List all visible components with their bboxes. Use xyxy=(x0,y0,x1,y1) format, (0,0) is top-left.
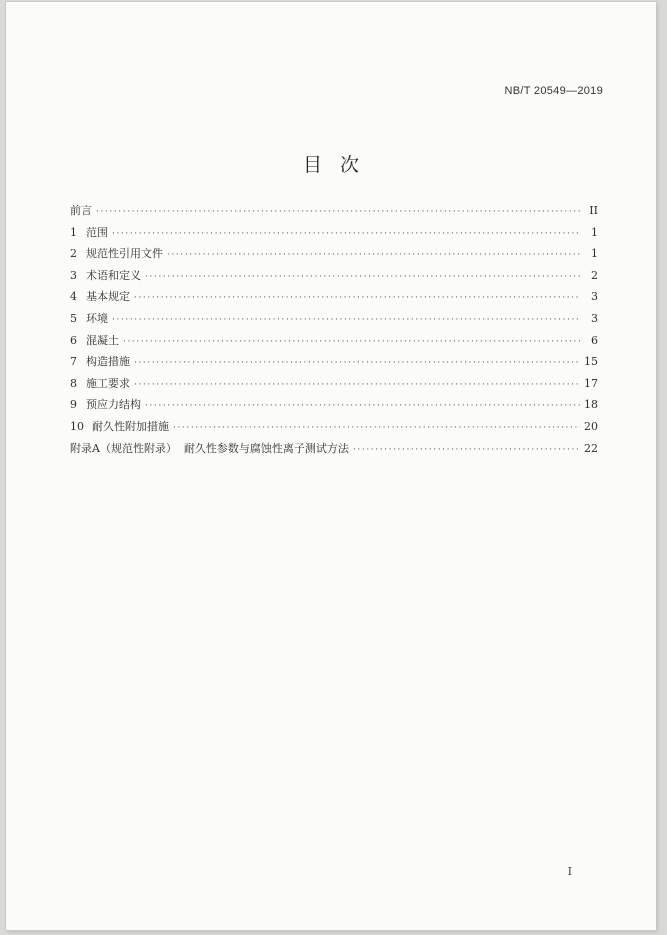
toc-page-number: 1 xyxy=(591,225,598,239)
table-of-contents xyxy=(70,202,598,461)
toc-section-number: 9 xyxy=(70,398,77,412)
toc-entry-scope[interactable] xyxy=(70,224,598,246)
toc-page-number: 18 xyxy=(584,398,598,412)
toc-label: 耐久性附加措施 xyxy=(92,419,169,433)
toc-label: 附录A（规范性附录） 耐久性参数与腐蚀性离子测试方法 xyxy=(70,441,349,455)
toc-entry-prestressed-structures[interactable] xyxy=(70,396,598,418)
toc-label: 前言 xyxy=(70,204,92,217)
toc-page-number: 6 xyxy=(591,333,598,347)
toc-page-number: 17 xyxy=(584,376,598,390)
toc-leader-dots xyxy=(353,445,580,455)
toc-section-number: 4 xyxy=(70,290,77,304)
toc-leader-dots xyxy=(112,229,580,239)
toc-entry-basic-provisions[interactable] xyxy=(70,288,598,310)
toc-label: 基本规定 xyxy=(86,290,130,304)
document-page xyxy=(6,2,656,930)
toc-leader-dots xyxy=(145,401,580,411)
toc-leader-dots xyxy=(96,207,580,217)
toc-label: 环境 xyxy=(86,311,108,325)
toc-entry-terms-definitions[interactable] xyxy=(70,267,598,289)
toc-page-number: 3 xyxy=(591,290,598,304)
toc-label: 规范性引用文件 xyxy=(86,247,163,261)
toc-leader-dots xyxy=(123,337,580,347)
toc-page-number: 15 xyxy=(584,355,598,369)
toc-section-number: 2 xyxy=(70,247,77,261)
toc-label: 混凝土 xyxy=(86,333,119,347)
toc-entry-normative-references[interactable] xyxy=(70,245,598,267)
toc-label: 范围 xyxy=(86,225,108,239)
toc-leader-dots xyxy=(145,272,580,282)
toc-entry-additional-durability-measures[interactable] xyxy=(70,418,598,440)
toc-entry-foreword[interactable] xyxy=(70,202,598,224)
footer-page-number: I xyxy=(567,865,572,878)
toc-label: 施工要求 xyxy=(86,376,130,390)
toc-entry-environment[interactable] xyxy=(70,310,598,332)
toc-entry-detailing-measures[interactable] xyxy=(70,353,598,375)
toc-section-number: 10 xyxy=(70,419,84,433)
toc-section-number: 6 xyxy=(70,333,77,347)
toc-leader-dots xyxy=(167,250,580,260)
toc-label: 预应力结构 xyxy=(86,398,141,412)
toc-entry-appendix-a[interactable] xyxy=(70,440,598,462)
toc-label: 构造措施 xyxy=(86,355,130,369)
toc-leader-dots xyxy=(173,423,580,433)
toc-page-number: 3 xyxy=(591,311,598,325)
toc-leader-dots xyxy=(134,380,580,390)
toc-section-number: 5 xyxy=(70,311,77,325)
toc-section-number: 3 xyxy=(70,268,77,282)
toc-leader-dots xyxy=(134,358,580,368)
toc-page-number: II xyxy=(589,204,598,217)
toc-section-number: 8 xyxy=(70,376,77,390)
page-title: 目次 xyxy=(302,154,377,176)
toc-label: 术语和定义 xyxy=(86,268,141,282)
toc-section-number: 7 xyxy=(70,355,77,369)
toc-leader-dots xyxy=(134,293,580,303)
toc-page-number: 1 xyxy=(591,247,598,261)
toc-leader-dots xyxy=(112,315,580,325)
standard-code: NB/T 20549—2019 xyxy=(504,85,603,97)
toc-section-number: 1 xyxy=(70,225,77,239)
toc-entry-concrete[interactable] xyxy=(70,332,598,354)
toc-page-number: 20 xyxy=(584,419,598,433)
toc-page-number: 2 xyxy=(591,268,598,282)
toc-entry-construction-requirements[interactable] xyxy=(70,375,598,397)
toc-page-number: 22 xyxy=(584,441,598,455)
